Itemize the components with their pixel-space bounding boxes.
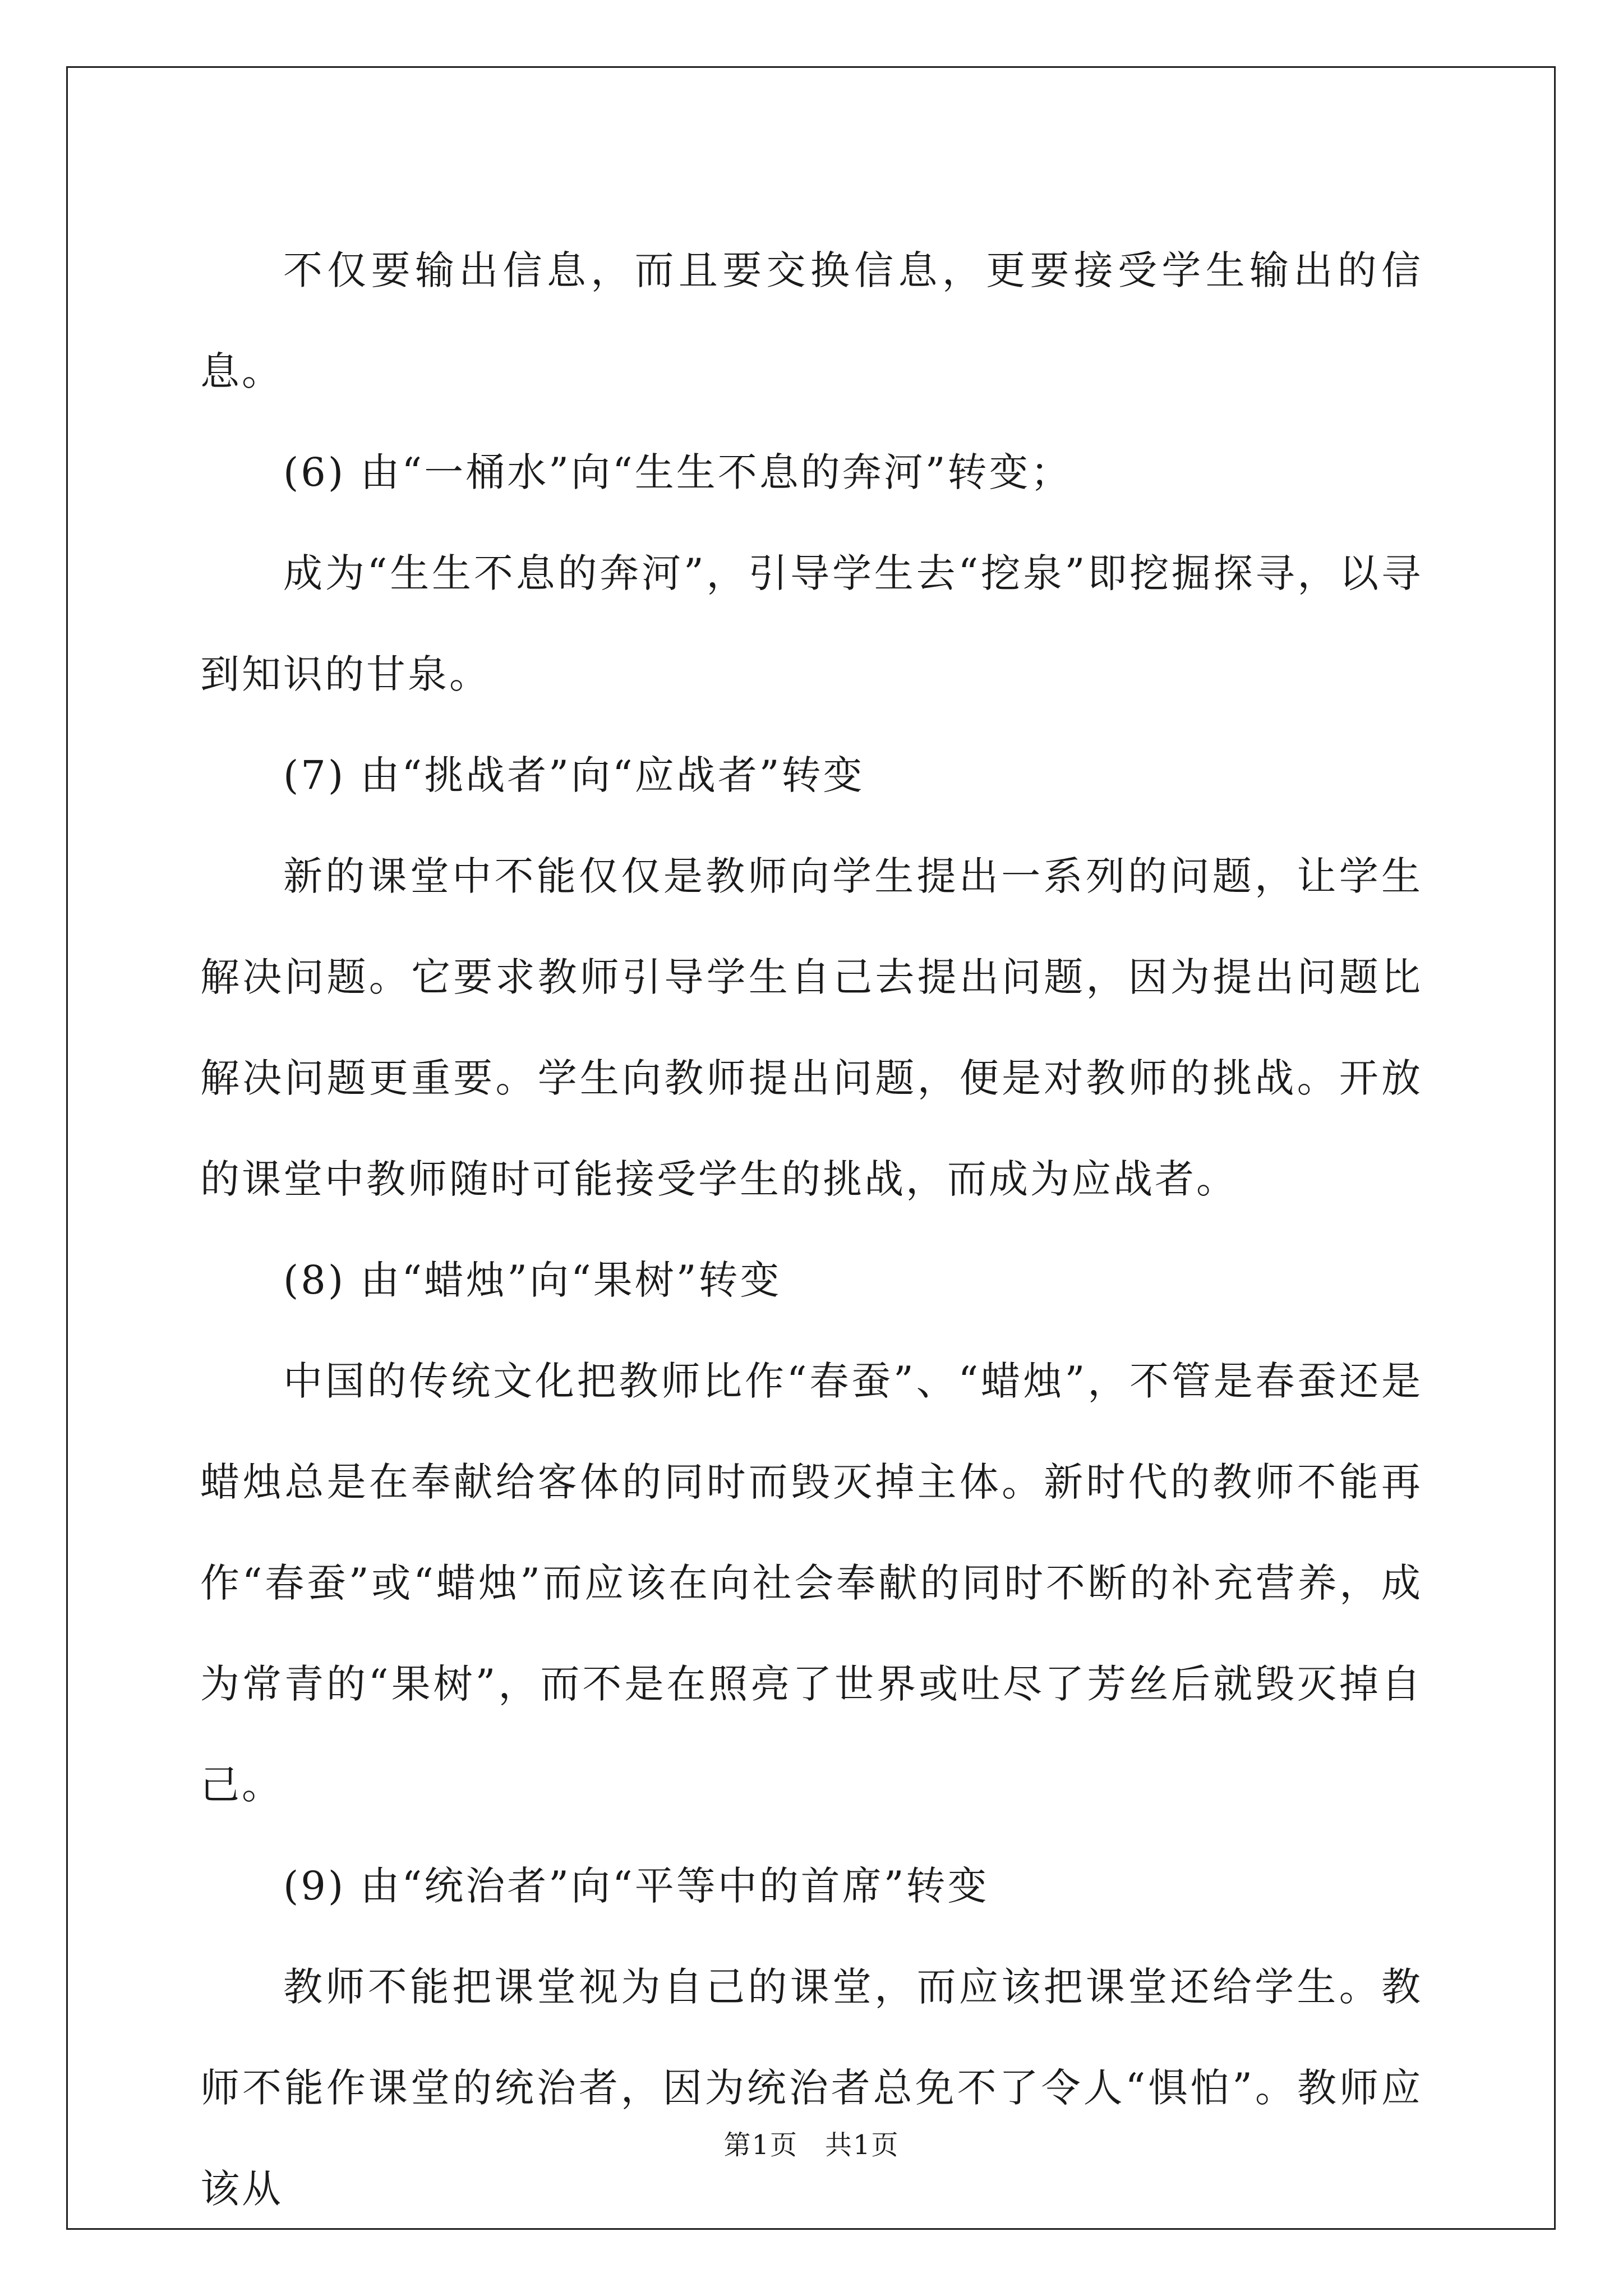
heading-8: (8) 由“蜡烛”向“果树”转变 <box>283 1257 782 1303</box>
paragraph-5: 教师不能把课堂视为自己的课堂，而应该把课堂还给学生。教师不能作课堂的统治者，因为统治者总免不了令人“惧怕”。教师应该从 <box>200 1964 1423 2212</box>
paragraph-4: 中国的传统文化把教师比作“春蚕”、“蜡烛”，不管是春蚕还是蜡烛总是在奉献给客体的同时而毁灭掉主体。新时代的教师不能再作“春蚕”或“蜡烛”而应该在向社会奉献的同时不断的补充营养，成为常青的“果树”，而不是在照亮了世界或吐尽了芳丝后就毁灭掉自己。 <box>200 1358 1423 1808</box>
paragraph-1: 不仅要输出信息，而且要交换信息，更要接受学生输出的信息。 <box>200 247 1423 394</box>
heading-7: (7) 由“挑战者”向“应战者”转变 <box>283 752 865 798</box>
paragraph-3: 新的课堂中不能仅仅是教师向学生提出一系列的问题，让学生解决问题。它要求教师引导学生自己去提出问题，因为提出问题比解决问题更重要。学生向教师提出问题，便是对教师的挑战。开放的课堂中教师随时可能接受学生的挑战，而成为应战者。 <box>200 853 1423 1202</box>
page-number: 第1页 <box>723 2129 798 2161</box>
page-total: 共1页 <box>825 2129 900 2161</box>
page-footer <box>0 2123 1623 2162</box>
heading-6: (6) 由“一桶水”向“生生不息的奔河”转变； <box>283 449 1072 495</box>
document-body <box>200 220 1423 2239</box>
heading-9: (9) 由“统治者”向“平等中的首席”转变 <box>283 1863 989 1909</box>
paragraph-2: 成为“生生不息的奔河”，引导学生去“挖泉”即挖掘探寻，以寻到知识的甘泉。 <box>200 550 1423 697</box>
